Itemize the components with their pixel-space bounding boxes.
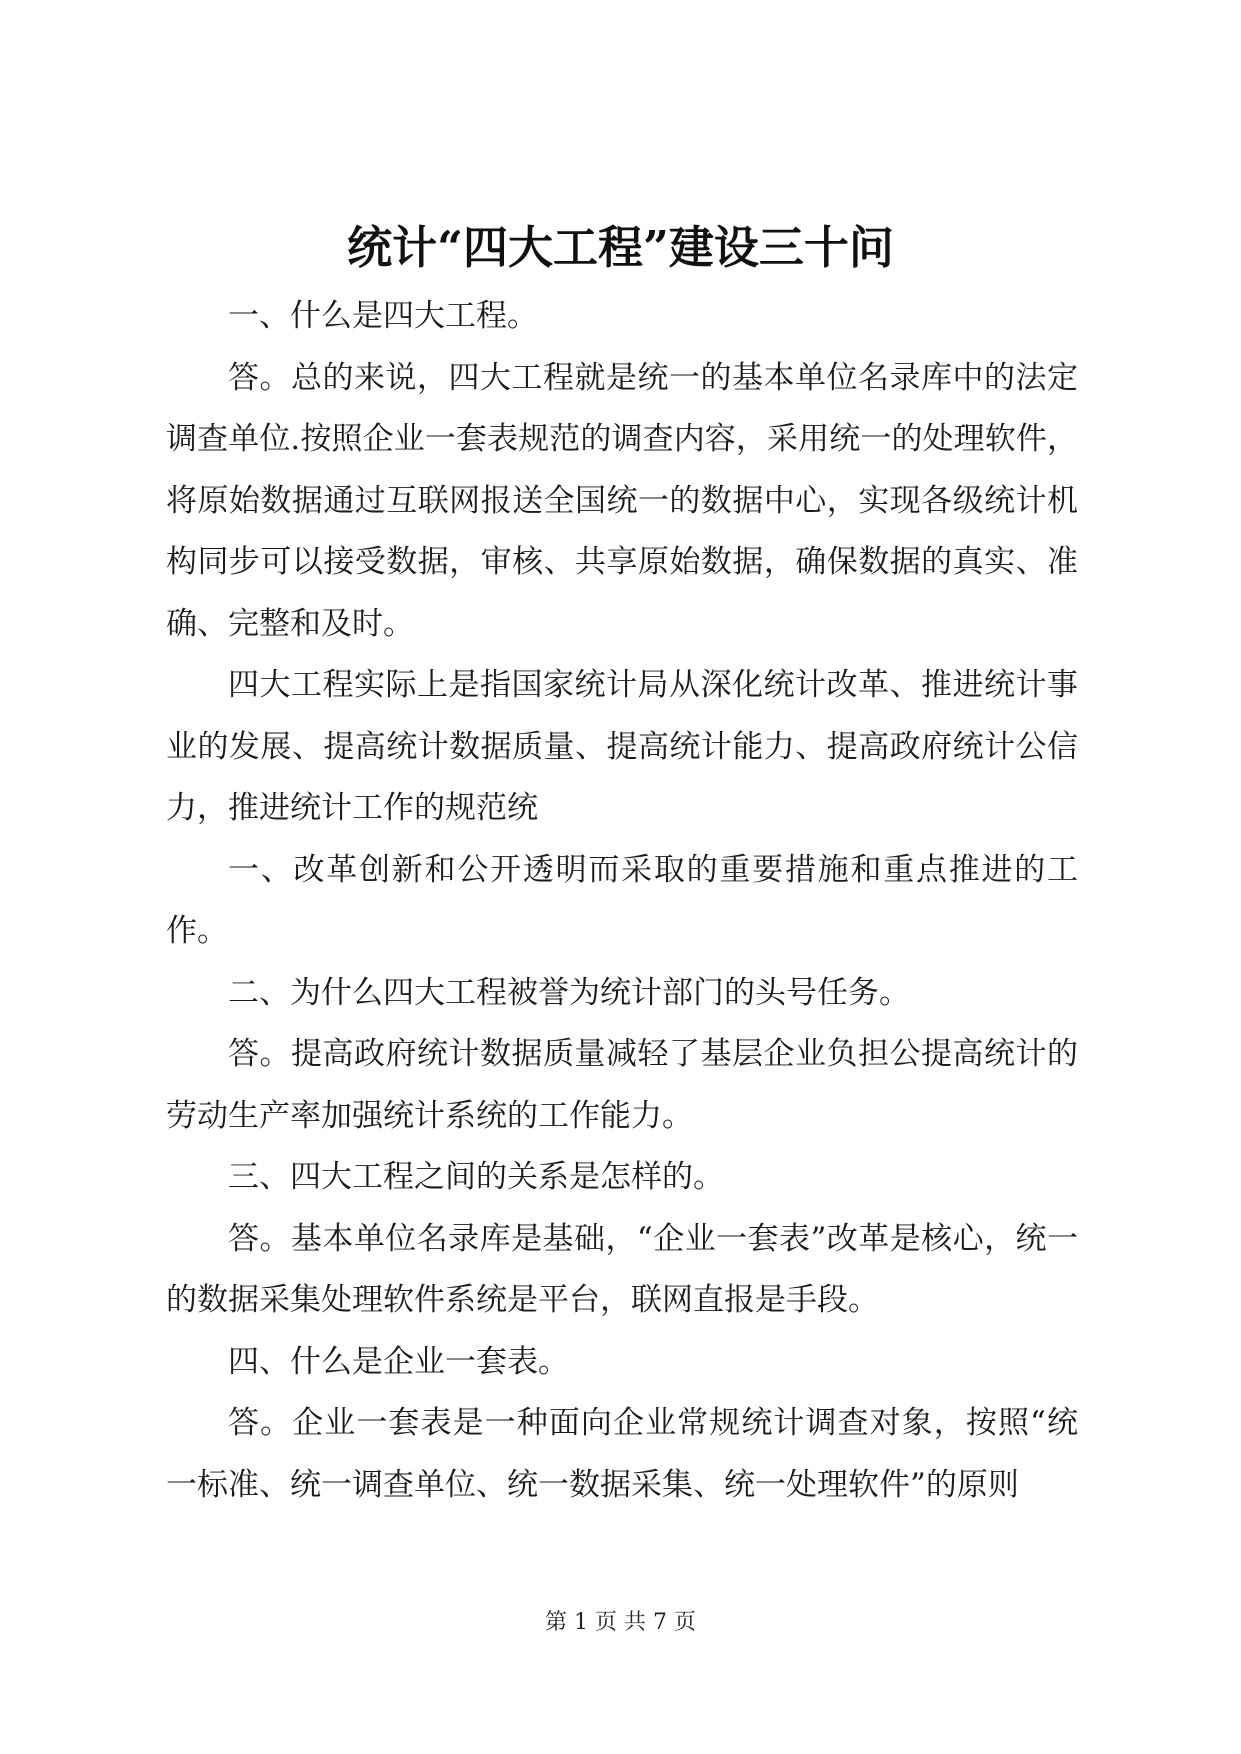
paragraph: 四大工程实际上是指国家统计局从深化统计改革、推进统计事业的发展、提高统计数据质量、提高统计能力、提高政府统计公信力，推进统计工作的规范统	[166, 667, 1078, 826]
document-title: 统计“四大工程”建设三十问	[347, 221, 894, 274]
paragraph: 一、改革创新和公开透明而采取的重要措施和重点推进的工作。	[166, 851, 1078, 949]
paragraph: 答。基本单位名录库是基础，“企业一套表”改革是核心，统一的数据采集处理软件系统是平台，联网直报是手段。	[166, 1220, 1078, 1318]
paragraph: 四、什么是企业一套表。	[228, 1343, 569, 1380]
paragraph: 答。总的来说，四大工程就是统一的基本单位名录库中的法定调查单位.按照企业一套表规范的调查内容，采用统一的处理软件，将原始数据通过互联网报送全国统一的数据中心，实现各级统计机构同步可以接受数据，审核、共享原始数据，确保数据的真实、准确、完整和及时。	[166, 359, 1078, 642]
document-body	[166, 286, 1078, 1516]
paragraph: 二、为什么四大工程被誉为统计部门的头号任务。	[228, 974, 910, 1011]
paragraph: 三、四大工程之间的关系是怎样的。	[228, 1159, 724, 1195]
paragraph: 一、什么是四大工程。	[228, 298, 538, 334]
paragraph: 答。提高政府统计数据质量减轻了基层企业负担公提高统计的劳动生产率加强统计系统的工作能力。	[166, 1036, 1078, 1134]
page-number-footer: 第 1 页 共 7 页	[545, 1610, 696, 1635]
paragraph: 答。企业一套表是一种面向企业常规统计调查对象，按照“统一标准、统一调查单位、统一数据采集、统一处理软件”的原则	[166, 1405, 1078, 1503]
